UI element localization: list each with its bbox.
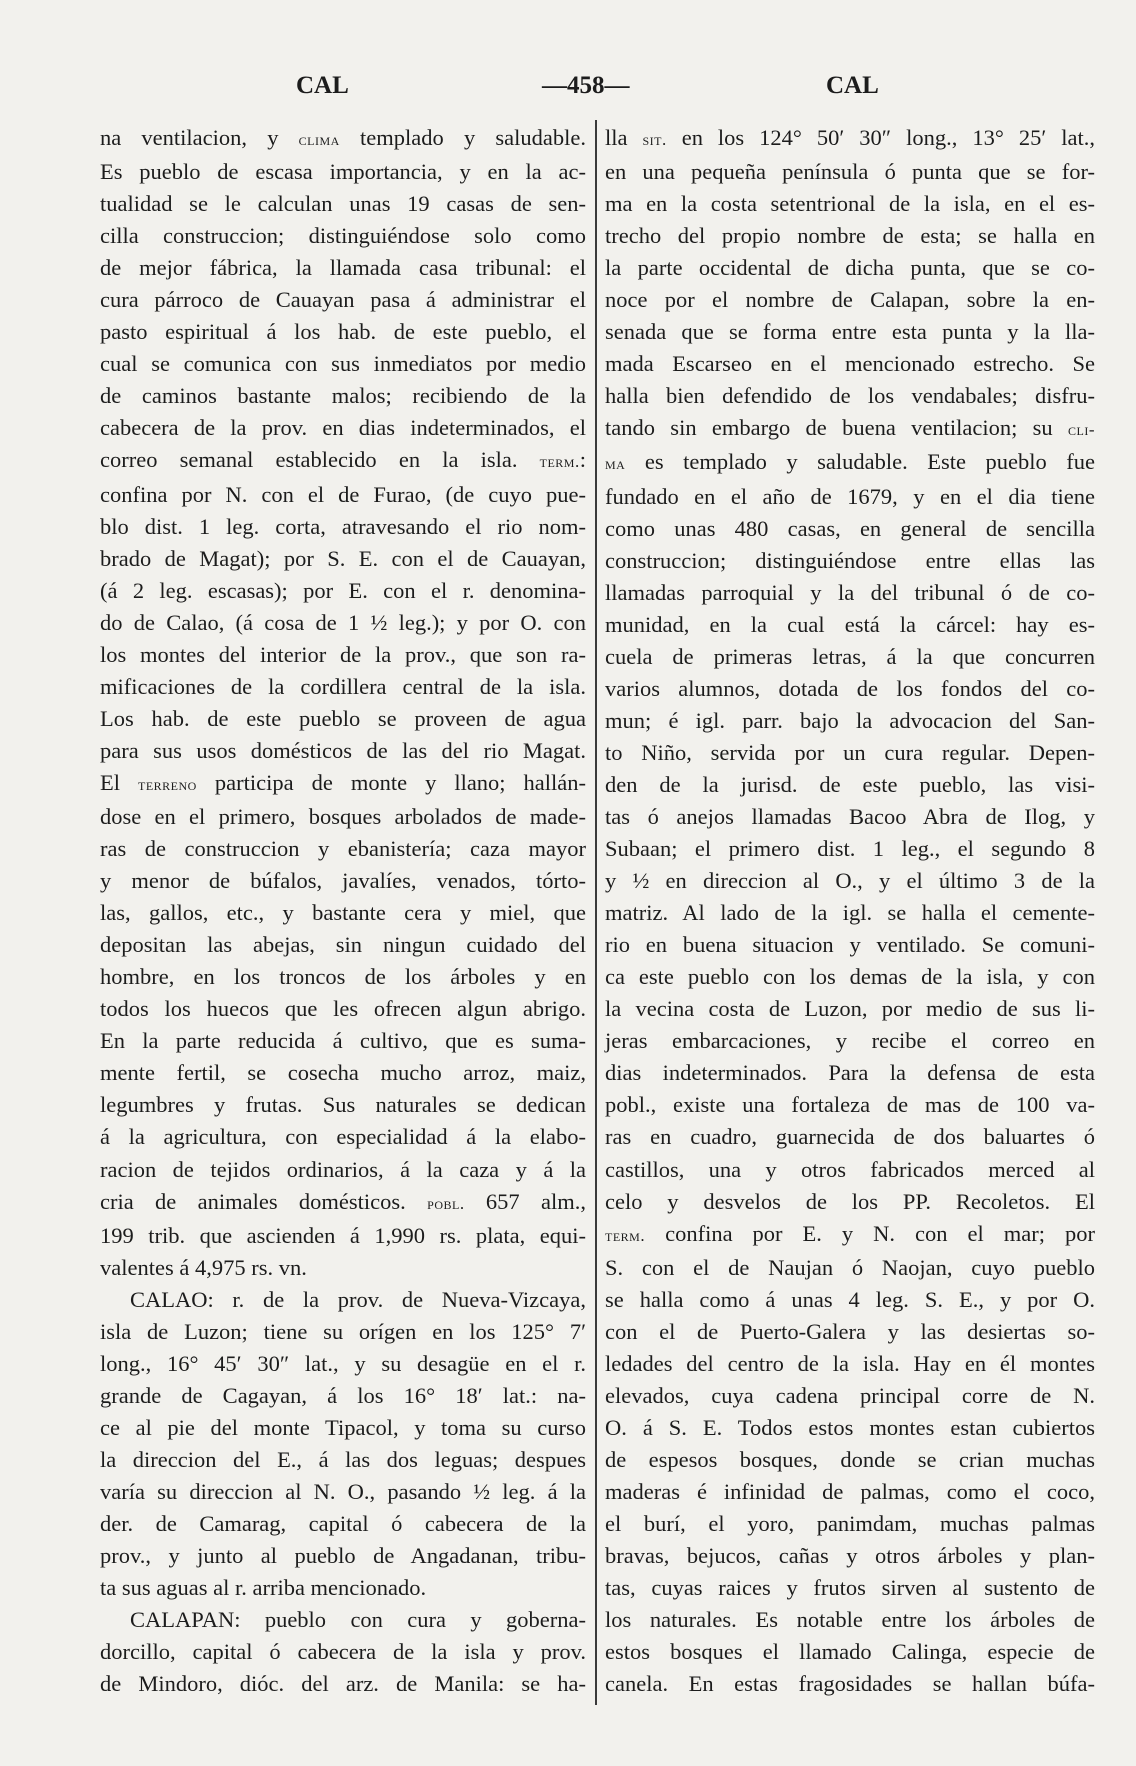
text-line: grande de Cagayan, á los 16° 18′ lat.: na- xyxy=(100,1382,586,1408)
text-line: isla de Luzon; tiene su orígen en los 125° 7′ xyxy=(100,1318,586,1344)
text-line: y ½ en direccion al O., y el último 3 de la xyxy=(605,868,1095,894)
text-line: de mejor fábrica, la llamada casa tribunal: el xyxy=(100,255,586,281)
text-line: la direccion del E., á las dos leguas; despues xyxy=(100,1446,586,1472)
text-line: munidad, en la cual está la cárcel: hay es- xyxy=(605,611,1095,637)
text-line: todos los huecos que les ofrecen algun abrigo. xyxy=(100,996,586,1022)
text-line: para sus usos domésticos de las del rio Magat. xyxy=(100,737,586,763)
text-line: se halla como á unas 4 leg. S. E., y por O. xyxy=(605,1286,1095,1312)
text-line: tas, cuyas raices y frutos sirven al sustento de xyxy=(605,1575,1095,1601)
text-line: brado de Magat); por S. E. con el de Cauayan, xyxy=(100,545,586,571)
column-divider xyxy=(595,120,597,1705)
text-line: á la agricultura, con especialidad á la elabo- xyxy=(100,1124,586,1150)
text-line: cuela de primeras letras, á la que concurren xyxy=(605,643,1095,669)
text-line: lla sit. en los 124° 50′ 30″ long., 13° 25′ lat., xyxy=(605,125,1096,150)
left-column xyxy=(100,122,586,1700)
text-line: En la parte reducida á cultivo, que es suma- xyxy=(100,1028,586,1054)
text-line: pobl., existe una fortaleza de mas de 100 va- xyxy=(605,1092,1095,1118)
text-line: legumbres y frutas. Sus naturales se dedican xyxy=(100,1092,586,1118)
text-line: cria de animales domésticos. pobl. 657 alm., xyxy=(100,1188,586,1214)
text-line: dorcillo, capital ó cabecera de la isla y prov. xyxy=(100,1639,586,1665)
text-line: dias indeterminados. Para la defensa de esta xyxy=(605,1060,1095,1086)
text-line: mente fertil, se cosecha mucho arroz, maiz, xyxy=(100,1060,586,1086)
text-line: jeras embarcaciones, y recibe el correo en xyxy=(605,1028,1095,1054)
text-line: long., 16° 45′ 30″ lat., y su desagüe en el r. xyxy=(100,1350,586,1376)
text-line: noce por el nombre de Calapan, sobre la en- xyxy=(605,287,1095,313)
entry-heading-calao: CALAO: r. de la prov. de Nueva-Vizcaya, xyxy=(130,1286,586,1312)
text-line: fundado en el año de 1679, y en el dia tiene xyxy=(605,483,1095,509)
text-line: canela. En estas fragosidades se hallan búfa- xyxy=(605,1671,1095,1697)
text-line: prov., y junto al pueblo de Angadanan, tribu- xyxy=(100,1543,586,1569)
text-line: pasto espiritual á los hab. de este pueblo, el xyxy=(100,319,586,345)
text-line: cual se comunica con sus inmediatos por medio xyxy=(100,351,586,377)
text-line: ma es templado y saludable. Este pueblo fue xyxy=(605,449,1095,475)
text-line: de caminos bastante malos; recibiendo de la xyxy=(100,383,586,409)
text-line: 199 trib. que ascienden á 1,990 rs. plata, equi- xyxy=(100,1222,586,1248)
text-line: ma en la costa setentrional de la isla, en el es- xyxy=(605,191,1095,217)
text-line: construccion; distinguiéndose entre ellas las xyxy=(605,547,1095,573)
text-line: los montes del interior de la prov., que son ra- xyxy=(100,641,586,667)
page-number: —458— xyxy=(542,72,630,99)
text-line: O. á S. E. Todos estos montes estan cubiertos xyxy=(605,1414,1095,1440)
text-line: mun; é igl. parr. bajo la advocacion del San- xyxy=(605,707,1095,733)
running-header xyxy=(0,72,1136,108)
text-line: cura párroco de Cauayan pasa á administrar el xyxy=(100,287,586,313)
text-line: ledades del centro de la isla. Hay en él montes xyxy=(605,1350,1095,1376)
text-line: los naturales. Es notable entre los árboles de xyxy=(605,1607,1095,1633)
text-line: halla bien defendido de los vendabales; disfru- xyxy=(605,383,1095,409)
text-line: de Mindoro, dióc. del arz. de Manila: se ha- xyxy=(100,1671,586,1697)
text-line: trecho del propio nombre de esta; se halla en xyxy=(605,223,1095,249)
text-line: castillos, una y otros fabricados merced al xyxy=(605,1156,1095,1182)
text-line: maderas é infinidad de palmas, como el coco, xyxy=(605,1478,1095,1504)
text-line: cabecera de la prov. en dias indeterminados, el xyxy=(100,415,586,441)
text-line: den de la jurisd. de este pueblo, las visi- xyxy=(605,771,1095,797)
text-line: correo semanal establecido en la isla. term.: xyxy=(100,447,586,473)
header-right-keyword: CAL xyxy=(826,72,879,99)
text-line: tas ó anejos llamadas Bacoo Abra de Ilog, y xyxy=(605,803,1095,829)
text-line: de espesos bosques, donde se crian muchas xyxy=(605,1446,1095,1472)
text-line: mificaciones de la cordillera central de la isla. xyxy=(100,673,586,699)
text-line: mada Escarseo en el mencionado estrecho. Se xyxy=(605,351,1095,377)
text-line: confina por N. con el de Furao, (de cuyo pue- xyxy=(100,481,586,507)
text-line: llamadas parroquial y la del tribunal ó de co- xyxy=(605,579,1095,605)
text-line: tualidad se le calculan unas 19 casas de sen- xyxy=(100,191,586,217)
text-line: ce al pie del monte Tipacol, y toma su curso xyxy=(100,1414,586,1440)
text-line: varios alumnos, dotada de los fondos del co- xyxy=(605,675,1095,701)
text-line: en una pequeña península ó punta que se for- xyxy=(605,159,1095,185)
text-line: con el de Puerto-Galera y las desiertas so- xyxy=(605,1318,1095,1344)
text-line: hombre, en los troncos de los árboles y en xyxy=(100,964,586,990)
text-line: Subaan; el primero dist. 1 leg., el segundo 8 xyxy=(605,836,1095,862)
text-line: to Niño, servida por un cura regular. Depen- xyxy=(605,739,1095,765)
text-line: valentes á 4,975 rs. vn. xyxy=(100,1254,307,1280)
text-line: na ventilacion, y clima templado y saludable. xyxy=(100,125,587,150)
text-line: la parte occidental de dicha punta, que se co- xyxy=(605,255,1095,281)
text-line: tando sin embargo de buena ventilacion; su cli- xyxy=(605,415,1095,441)
text-line: depositan las abejas, sin ningun cuidado del xyxy=(100,932,586,958)
text-line: S. con el de Naujan ó Naojan, cuyo pueblo xyxy=(605,1254,1095,1280)
entry-heading-calapan: CALAPAN: pueblo con cura y goberna- xyxy=(130,1607,586,1633)
text-line: las, gallos, etc., y bastante cera y miel, que xyxy=(100,900,586,926)
text-line: El terreno participa de monte y llano; hallán- xyxy=(100,769,587,795)
text-line: cilla construccion; distinguiéndose solo como xyxy=(100,223,586,249)
text-line: dose en el primero, bosques arbolados de made- xyxy=(100,803,586,829)
text-line: senada que se forma entre esta punta y la lla- xyxy=(605,319,1095,345)
text-line: estos bosques el llamado Calinga, especie de xyxy=(605,1639,1095,1665)
text-line: ras de construccion y ebanistería; caza mayor xyxy=(100,836,586,862)
text-line: matriz. Al lado de la igl. se halla el cemente- xyxy=(605,900,1095,926)
header-left-keyword: CAL xyxy=(296,72,349,99)
text-line: el burí, el yoro, panimdam, muchas palmas xyxy=(605,1511,1095,1537)
text-line: do de Calao, (á cosa de 1 ½ leg.); y por O. con xyxy=(100,609,586,635)
text-line: y menor de búfalos, javalíes, venados, tórto- xyxy=(100,868,586,894)
text-line: Los hab. de este pueblo se proveen de agua xyxy=(100,705,586,731)
text-line: (á 2 leg. escasas); por E. con el r. denomina- xyxy=(100,577,586,603)
text-line: celo y desvelos de los PP. Recoletos. El xyxy=(605,1188,1095,1214)
text-line: racion de tejidos ordinarios, á la caza y á la xyxy=(100,1156,586,1182)
text-line: Es pueblo de escasa importancia, y en la ac- xyxy=(100,159,586,185)
text-line: ca este pueblo con los demas de la isla, y con xyxy=(605,964,1095,990)
text-line: elevados, cuya cadena principal corre de N. xyxy=(605,1382,1095,1408)
text-line: como unas 480 casas, en general de sencilla xyxy=(605,515,1095,541)
text-line: bravas, bejucos, cañas y otros árboles y plan- xyxy=(605,1543,1095,1569)
text-line: la vecina costa de Luzon, por medio de sus li- xyxy=(605,996,1095,1022)
right-column xyxy=(605,122,1095,1700)
text-line: rio en buena situacion y ventilado. Se comuni- xyxy=(605,932,1095,958)
text-line: der. de Camarag, capital ó cabecera de la xyxy=(100,1511,586,1537)
text-line: varía su direccion al N. O., pasando ½ leg. á la xyxy=(100,1478,586,1504)
text-line: ta sus aguas al r. arriba mencionado. xyxy=(100,1575,427,1601)
text-line: term. confina por E. y N. con el mar; por xyxy=(605,1220,1095,1246)
text-line: blo dist. 1 leg. corta, atravesando el rio nom- xyxy=(100,513,586,539)
text-line: ras en cuadro, guarnecida de dos baluartes ó xyxy=(605,1124,1095,1150)
